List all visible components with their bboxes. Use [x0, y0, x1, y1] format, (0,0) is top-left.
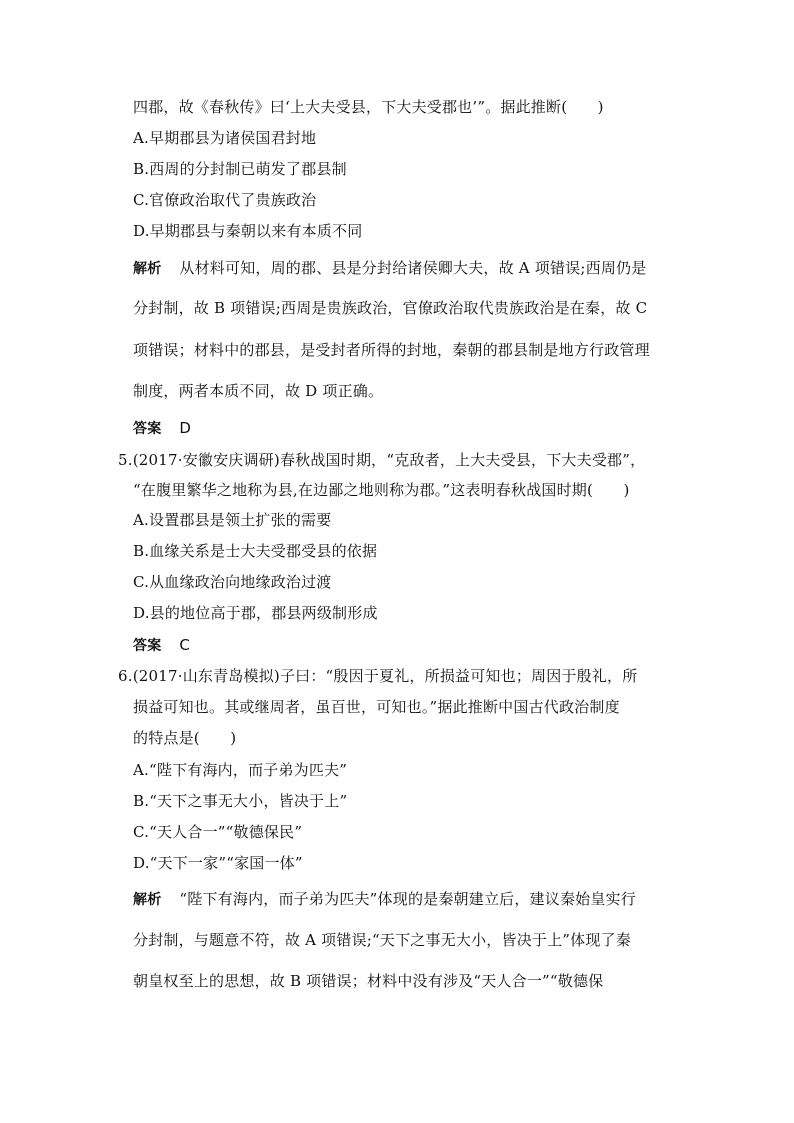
q4-option-d: D.早期郡县与秦朝以来有本质不同 — [133, 222, 363, 240]
q6-analysis-text-1: “陛下有海内，而子弟为匹夫”体现的是秦朝建立后，建议秦始皇实行 — [179, 890, 636, 908]
q4-answer-line — [133, 418, 191, 439]
q5-answer-line — [133, 635, 190, 656]
q4-option-b: B.西周的分封制已萌发了郡县制 — [133, 160, 347, 178]
q4-analysis-text-1: 从材料可知，周的郡、县是分封给诸侯卿大夫，故 A 项错误;西周仍是 — [179, 259, 647, 277]
q5-option-a: A.设置郡县是领土扩张的需要 — [133, 511, 332, 529]
q5-option-b: B.血缘关系是士大夫受郡受县的依据 — [133, 542, 378, 560]
q4-answer-label: 答案 — [133, 421, 162, 437]
q6-option-c: C.“天人合一”“敬德保民” — [133, 823, 303, 841]
q4-answer-value: D — [179, 419, 192, 437]
q6-stem-line-3: 的特点是( ) — [133, 729, 237, 747]
q6-analysis-line-1 — [133, 889, 636, 910]
q5-stem-line-2: “在腹里繁华之地称为县,在边鄙之地则称为郡。”这表明春秋战国时期( ) — [133, 481, 630, 499]
q4-analysis-line-1 — [133, 258, 646, 279]
q4-analysis-label: 解析 — [133, 261, 162, 277]
q6-stem-line-1: 6.(2017·山东青岛模拟)子曰：“殷因于夏礼，所损益可知也；周因于殷礼，所 — [118, 667, 638, 685]
q4-analysis-line-4: 制度，两者本质不同，故 D 项正确。 — [133, 382, 384, 400]
q6-stem-line-2: 损益可知也。其或继周者，虽百世，可知也。”据此推断中国古代政治制度 — [133, 698, 620, 716]
q5-answer-label: 答案 — [133, 638, 162, 654]
q6-analysis-line-3: 朝皇权至上的思想，故 B 项错误；材料中没有涉及“天人合一”“敬德保 — [133, 972, 604, 990]
q5-answer-value: C — [179, 636, 191, 654]
q6-option-a: A.“陛下有海内，而子弟为匹夫” — [133, 761, 348, 779]
q6-analysis-line-2: 分封制，与题意不符，故 A 项错误;“天下之事无大小，皆决于上”体现了秦 — [133, 931, 631, 949]
q4-option-c: C.官僚政治取代了贵族政治 — [133, 191, 317, 209]
q5-option-d: D.县的地位高于郡，郡县两级制形成 — [133, 604, 378, 622]
q5-option-c: C.从血缘政治向地缘政治过渡 — [133, 573, 332, 591]
q6-option-d: D.“天下一家”“家国一体” — [133, 854, 303, 872]
q6-analysis-label: 解析 — [133, 892, 162, 908]
q5-stem-line-1: 5.(2017·安徽安庆调研)春秋战国时期，“克敌者，上大夫受县，下大夫受郡”， — [118, 451, 646, 469]
q4-analysis-line-3: 项错误；材料中的郡县，是受封者所得的封地，秦朝的郡县制是地方行政管理 — [133, 341, 650, 359]
q4-stem-tail: 四郡，故《春秋传》曰‘上大夫受县，下大夫受郡也’”。据此推断( ) — [133, 98, 604, 116]
q6-option-b: B.“天下之事无大小，皆决于上” — [133, 792, 348, 810]
q4-analysis-line-2: 分封制，故 B 项错误;西周是贵族政治，官僚政治取代贵族政治是在秦，故 C — [133, 299, 648, 317]
q4-option-a: A.早期郡县为诸侯国君封地 — [133, 129, 317, 147]
